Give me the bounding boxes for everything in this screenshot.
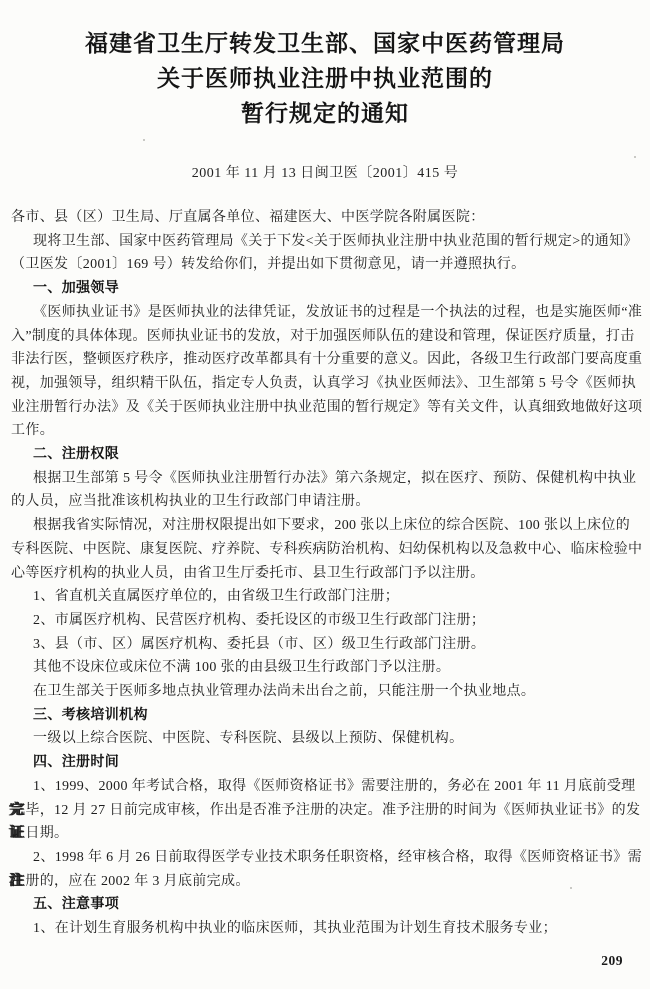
body-line: 证日期。: [11, 826, 69, 842]
body-line: 非法行医，整顿医疗秩序，推动医疗改革都具有十分重要的意义。因此，各级卫生行政部门要高度重: [11, 352, 643, 368]
body-line: 业注册暂行办法》及《关于医师执业注册中执业范围的暂行规定》等有关文件，认真细致地做好这项: [11, 399, 643, 415]
body-line: 心等医疗机构的执业人员，由省卫生厅委托市、县卫生行政部门予以注册。: [11, 565, 485, 581]
document-title-line-1: 福建省卫生厅转发卫生部、国家中医药管理局: [85, 31, 565, 56]
body-line-addressee: 各市、县（区）卫生局、厅直属各单位、福建医大、中医学院各附属医院：: [11, 210, 485, 225]
body-line-item-1: 1、省直机关直属医疗单位的，由省级卫生行政部门注册；: [33, 589, 400, 605]
document-title: [0, 0, 650, 131]
body-line-item-3: 3、县（市、区）属医疗机构、委托县（市、区）级卫生行政部门注册。: [33, 636, 486, 652]
body-line: 现将卫生部、国家中医药管理局《关于下发<关于医师执业注册中执业范围的暂行规定>的通知》: [33, 233, 638, 249]
document-body: [0, 206, 650, 941]
scan-speck: [634, 156, 636, 158]
section-heading-5: 五、注意事项: [33, 897, 120, 913]
section-heading-2: 二、注册权限: [33, 447, 120, 463]
body-line: 专科医院、中医院、康复医院、疗养院、专科疾病防治机构、妇幼保机构以及急救中心、临床检验中: [11, 541, 643, 557]
body-line: 的人员，应当批准该机构执业的卫生行政部门申请注册。: [11, 494, 370, 510]
body-line: 1、1999、2000 年考试合格，取得《医师资格证书》需要注册的，务必在 2001 年 11 月底前受理: [33, 778, 636, 794]
page-number: 209: [601, 953, 623, 968]
body-line: （卫医发〔2001〕169 号）转发给你们，并提出如下贯彻意见，请一并遵照执行。: [11, 257, 526, 273]
scan-speck: [143, 139, 145, 141]
section-heading-3: 三、考核培训机构: [33, 707, 148, 723]
body-line: 工作。: [11, 423, 55, 439]
body-line: 2、1998 年 6 月 26 日前取得医学专业技术职务任职资格，经审核合格，取得《医师资格证书》需: [33, 849, 642, 865]
section-heading-4: 四、注册时间: [33, 755, 120, 771]
document-title-line-2: 关于医师执业注册中执业范围的: [157, 66, 493, 91]
body-line-item-2: 2、市属医疗机构、民营医疗机构、委托设区的市级卫生行政部门注册；: [33, 612, 486, 628]
body-line: 视，加强领导，组织精干队伍，指定专人负责，认真学习《执业医师法》、卫生部第 5 号令《医师执: [11, 375, 637, 391]
document-number-line: 2001 年 11 月 13 日闽卫医〔2001〕415 号: [191, 166, 459, 181]
document-title-line-3: 暂行规定的通知: [241, 101, 409, 126]
body-line: 在卫生部关于医师多地点执业管理办法尚未出台之前，只能注册一个执业地点。: [33, 684, 536, 700]
body-line: 完毕，12 月 27 日前完成审核，作出是否准予注册的决定。准予注册的时间为《医师执业证书》的发: [11, 802, 641, 818]
body-line: 一级以上综合医院、中医院、专科医院、县级以上预防、保健机构。: [33, 731, 464, 747]
body-line: 注册的，应在 2002 年 3 月底前完成。: [11, 873, 250, 889]
body-line: 入”制度的具体体现。医师执业证书的发放，对于加强医师队伍的建设和管理，保证医疗质量，打击: [11, 328, 635, 344]
scan-speck: [570, 887, 572, 889]
body-line: 根据卫生部第 5 号令《医师执业注册暂行办法》第六条规定，拟在医疗、预防、保健机构中执业: [33, 470, 637, 486]
body-line: 其他不设床位或床位不满 100 张的由县级卫生行政部门予以注册。: [33, 660, 451, 676]
body-line: 根据我省实际情况，对注册权限提出如下要求，200 张以上床位的综合医院、100 张以上床位的: [33, 518, 631, 534]
body-line: 1、在计划生育服务机构中执业的临床医师，其执业范围为计划生育技术服务专业；: [33, 921, 557, 937]
body-line: 《医师执业证书》是医师执业的法律凭证，发放证书的过程是一个执法的过程，也是实施医师“准: [33, 304, 643, 320]
section-heading-1: 一、加强领导: [33, 281, 120, 297]
